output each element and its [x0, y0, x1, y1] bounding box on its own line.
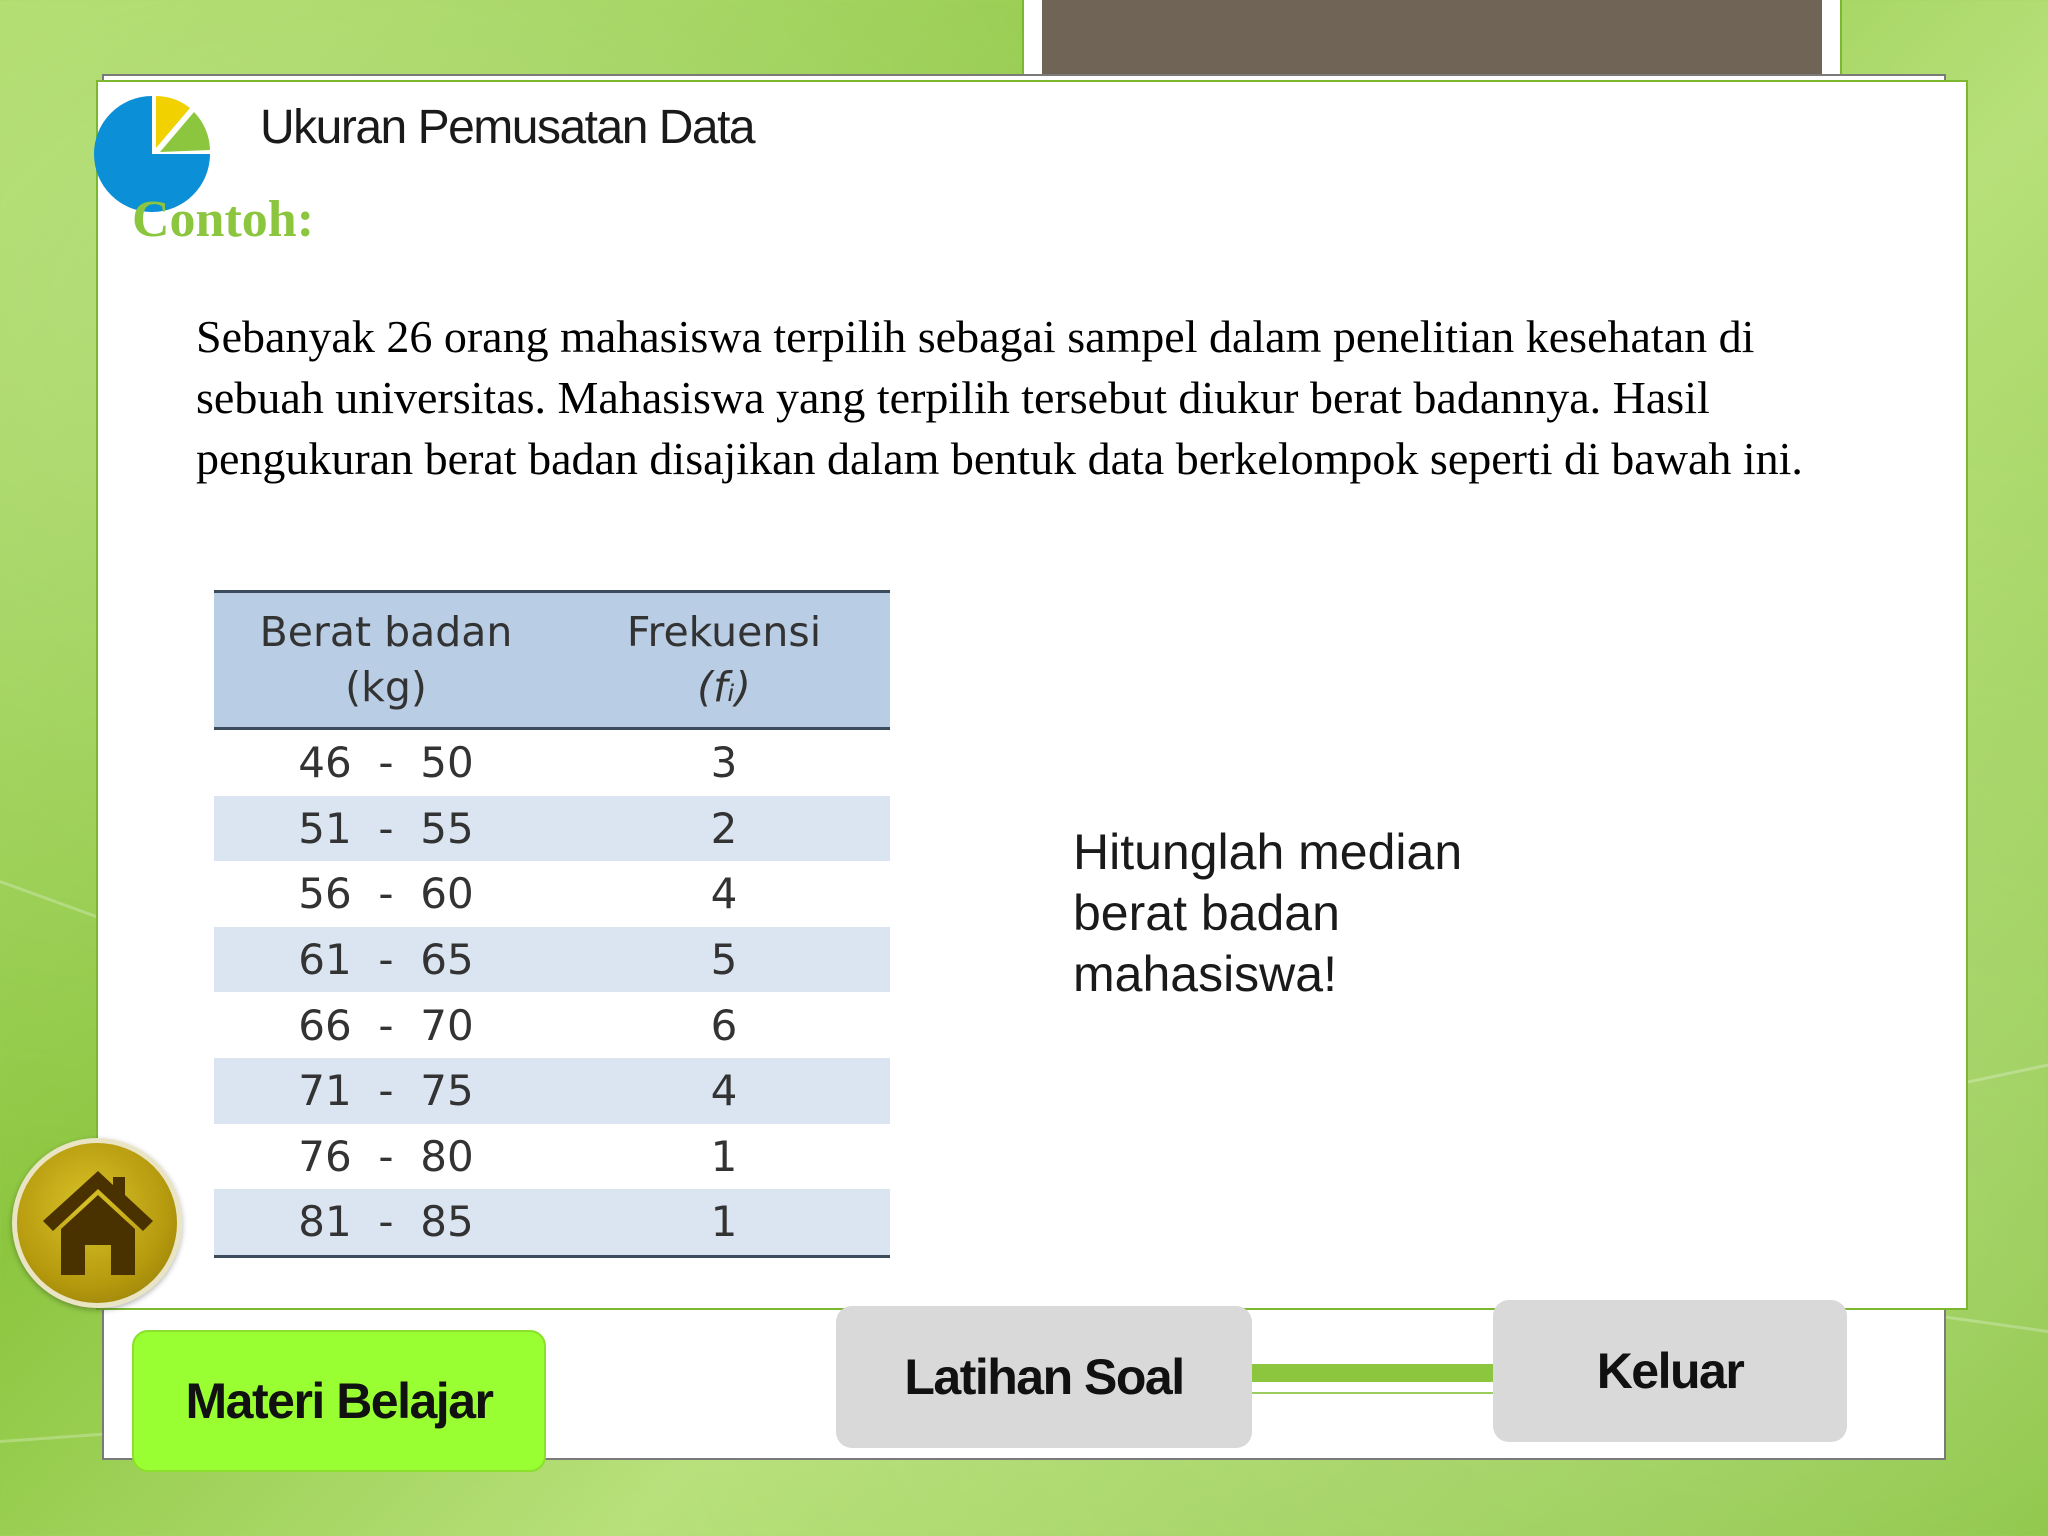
weight-range-cell: 81 - 85 — [214, 1189, 558, 1256]
header-frequency-line2: (fᵢ) — [697, 663, 751, 711]
question-text: Hitunglah median berat badan mahasiswa! — [1073, 824, 1463, 1002]
table-row — [214, 861, 890, 927]
frequency-cell: 4 — [710, 1066, 738, 1116]
frequency-table — [214, 590, 890, 1258]
home-icon — [39, 1163, 157, 1281]
weight-range-cell: 71 - 75 — [298, 1066, 474, 1116]
weight-range-cell: 56 - 60 — [298, 869, 474, 919]
table-row — [214, 729, 890, 796]
latihan-soal-button[interactable]: Latihan Soal — [836, 1306, 1252, 1448]
table-row — [214, 1189, 890, 1256]
weight-range-cell: 76 - 80 — [298, 1131, 474, 1181]
table-row — [214, 796, 890, 862]
weight-range-cell: 46 - 50 — [298, 738, 474, 788]
problem-paragraph: Sebanyak 26 orang mahasiswa terpilih sebagai sampel dalam penelitian kesehatan di sebuah universitas. Mahasiswa yang terpilih tersebut diukur berat badannya. Hasil pengukuran berat badan disajikan dalam bentuk data berkelompok seperti di bawah ini. — [196, 311, 1803, 484]
frequency-cell: 1 — [710, 1131, 738, 1181]
frequency-cell: 5 — [710, 935, 738, 985]
header-frequency-line1: Frekuensi — [626, 608, 822, 656]
frequency-cell: 2 — [710, 803, 738, 853]
home-button[interactable] — [12, 1138, 182, 1308]
header-frequency — [558, 592, 890, 729]
example-heading: Contoh: — [132, 191, 315, 248]
table-row — [214, 927, 890, 993]
table-row — [214, 1058, 890, 1124]
header-weight-line2: (kg) — [345, 663, 427, 711]
frequency-cell: 6 — [710, 1000, 738, 1050]
table-header-row — [214, 592, 890, 729]
weight-range-cell: 61 - 65 — [298, 935, 474, 985]
top-tab-decoration — [1022, 0, 1842, 82]
materi-belajar-button[interactable]: Materi Belajar — [132, 1330, 546, 1472]
header-weight-line1: Berat badan — [259, 608, 513, 656]
button-connector — [1252, 1364, 1493, 1382]
header-weight — [214, 592, 558, 729]
frequency-cell: 4 — [710, 869, 738, 919]
table-row — [214, 992, 890, 1058]
top-tab-fill — [1042, 0, 1822, 78]
table-row — [214, 1124, 890, 1190]
weight-range-cell: 51 - 55 — [298, 803, 474, 853]
button-connector-line — [1252, 1392, 1493, 1394]
weight-range-cell: 66 - 70 — [298, 1000, 474, 1050]
frequency-table-container — [196, 574, 902, 1264]
frequency-cell: 1 — [558, 1189, 890, 1256]
frequency-cell: 3 — [710, 738, 738, 788]
keluar-button[interactable]: Keluar — [1493, 1300, 1847, 1442]
page-title: Ukuran Pemusatan Data — [260, 101, 755, 154]
